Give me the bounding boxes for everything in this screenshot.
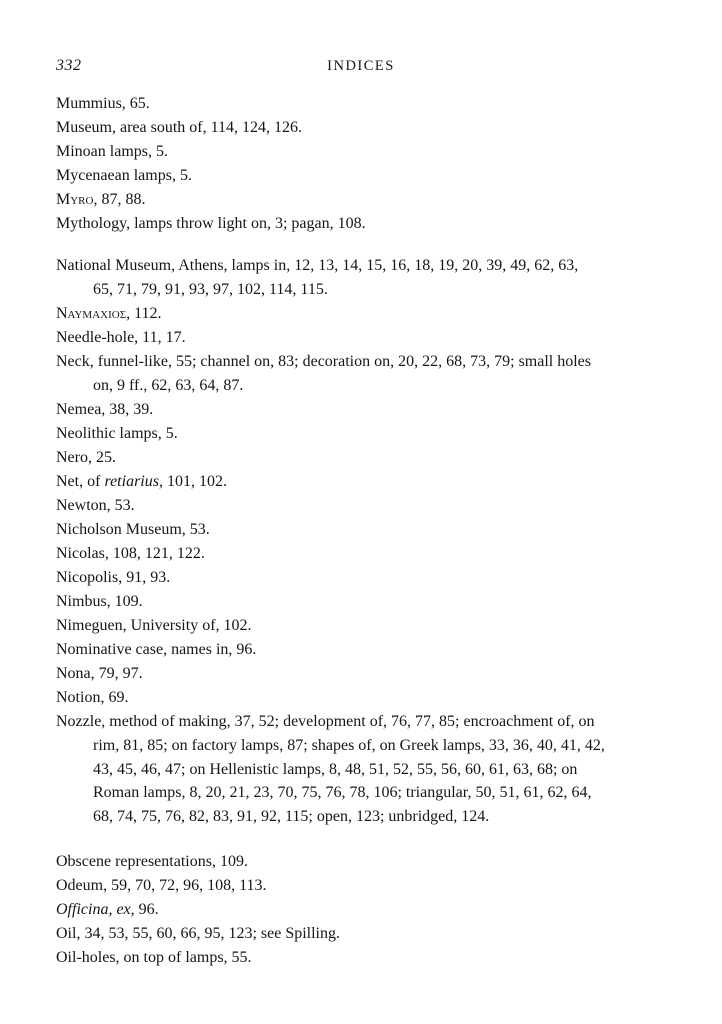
index-entry-myro	[56, 188, 666, 212]
entry-line: Oil-holes, on top of lamps, 55.	[56, 949, 252, 966]
entry-continuation: Roman lamps, 8, 20, 21, 23, 70, 75, 76, 78, 106; triangular, 50, 51, 61, 62, 64,	[93, 784, 592, 802]
entry-line: Nemea, 38, 39.	[56, 401, 154, 418]
index-entry-nero	[56, 446, 666, 470]
index-entry-nozzle	[56, 710, 666, 829]
entry-line: Nimeguen, University of, 102.	[56, 617, 252, 634]
entry-line: Nimbus, 109.	[56, 593, 143, 610]
index-entry-nona	[56, 662, 666, 686]
index-entry-nimbus	[56, 590, 666, 614]
entry-continuation: 68, 74, 75, 76, 82, 83, 91, 92, 115; open, 123; unbridged, 124.	[93, 808, 490, 826]
entry-line: Neck, funnel-like, 55; channel on, 83; decoration on, 20, 22, 68, 73, 79; small holes	[56, 353, 591, 370]
index-entry-naymaxios	[56, 302, 666, 326]
entry-name: Myro	[56, 191, 94, 208]
entry-continuation: rim, 81, 85; on factory lamps, 87; shapes of, on Greek lamps, 33, 36, 40, 41, 42,	[93, 736, 605, 754]
running-title: INDICES	[327, 58, 395, 74]
entry-continuation: on, 9 ff., 62, 63, 64, 87.	[93, 376, 244, 394]
index-entry-obscene	[56, 850, 666, 874]
index-entry-notion	[56, 686, 666, 710]
index-entry-officina	[56, 898, 666, 922]
index-entry-newton	[56, 494, 666, 518]
entry-refs: 101, 102.	[162, 473, 227, 490]
entry-line: Minoan lamps, 5.	[56, 143, 168, 160]
index-entry-nominative	[56, 638, 666, 662]
entry-continuation: 65, 71, 79, 91, 93, 97, 102, 114, 115.	[93, 280, 328, 298]
index-entry-nicholson	[56, 518, 666, 542]
entry-line: Notion, 69.	[56, 689, 129, 706]
index-entry-net	[56, 470, 666, 494]
entry-italic-term: retiarius,	[104, 473, 163, 490]
entry-line: Oil, 34, 53, 55, 60, 66, 95, 123; see Spilling.	[56, 925, 340, 942]
entry-line: Museum, area south of, 114, 124, 126.	[56, 119, 303, 136]
entry-line: National Museum, Athens, lamps in, 12, 13, 14, 15, 16, 18, 19, 20, 39, 49, 62, 63,	[56, 257, 579, 274]
entry-text: Net, of	[56, 473, 105, 490]
entry-line: Mycenaean lamps, 5.	[56, 167, 192, 184]
index-entry-oil	[56, 922, 666, 946]
index-entry-mythology	[56, 212, 666, 236]
index-entry-national-museum	[56, 254, 666, 302]
index-entry-mummius	[56, 92, 666, 116]
entry-line: Odeum, 59, 70, 72, 96, 108, 113.	[56, 877, 267, 894]
index-entry-odeum	[56, 874, 666, 898]
entry-line: Nicolas, 108, 121, 122.	[56, 545, 205, 562]
entry-line: Mummius, 65.	[56, 95, 150, 112]
entry-continuation: 43, 45, 46, 47; on Hellenistic lamps, 8, 48, 51, 52, 55, 56, 60, 61, 63, 68; on	[93, 760, 578, 778]
index-entry-oil-holes	[56, 946, 666, 970]
page-number: 332	[56, 57, 82, 74]
entry-line: Neolithic lamps, 5.	[56, 425, 178, 442]
index-entry-nimeguen	[56, 614, 666, 638]
index-entry-nicopolis	[56, 566, 666, 590]
entry-line: Nominative case, names in, 96.	[56, 641, 257, 658]
entry-line: Nero, 25.	[56, 449, 116, 466]
entry-line: Newton, 53.	[56, 497, 135, 514]
index-entry-neolithic	[56, 422, 666, 446]
index-entry-mycenaean	[56, 164, 666, 188]
entry-line: Nona, 79, 97.	[56, 665, 143, 682]
index-entry-minoan	[56, 140, 666, 164]
entry-italic-term: Officina, ex,	[56, 901, 135, 918]
entry-name: Naymaxioσ	[56, 305, 127, 322]
index-entry-museum	[56, 116, 666, 140]
index-entry-neck	[56, 350, 666, 398]
entry-line: Nicopolis, 91, 93.	[56, 569, 171, 586]
entry-line: Needle-hole, 11, 17.	[56, 329, 186, 346]
entry-refs: , 112.	[126, 305, 162, 322]
entry-line: Nicholson Museum, 53.	[56, 521, 210, 538]
entry-refs: 96.	[134, 901, 159, 918]
index-entry-nemea	[56, 398, 666, 422]
entry-refs: , 87, 88.	[93, 191, 146, 208]
entry-line: Obscene representations, 109.	[56, 853, 248, 870]
entry-line: Nozzle, method of making, 37, 52; development of, 76, 77, 85; encroachment of, on	[56, 713, 595, 730]
entry-line: Mythology, lamps throw light on, 3; pagan, 108.	[56, 215, 366, 232]
index-entry-needle-hole	[56, 326, 666, 350]
index-entry-nicolas	[56, 542, 666, 566]
